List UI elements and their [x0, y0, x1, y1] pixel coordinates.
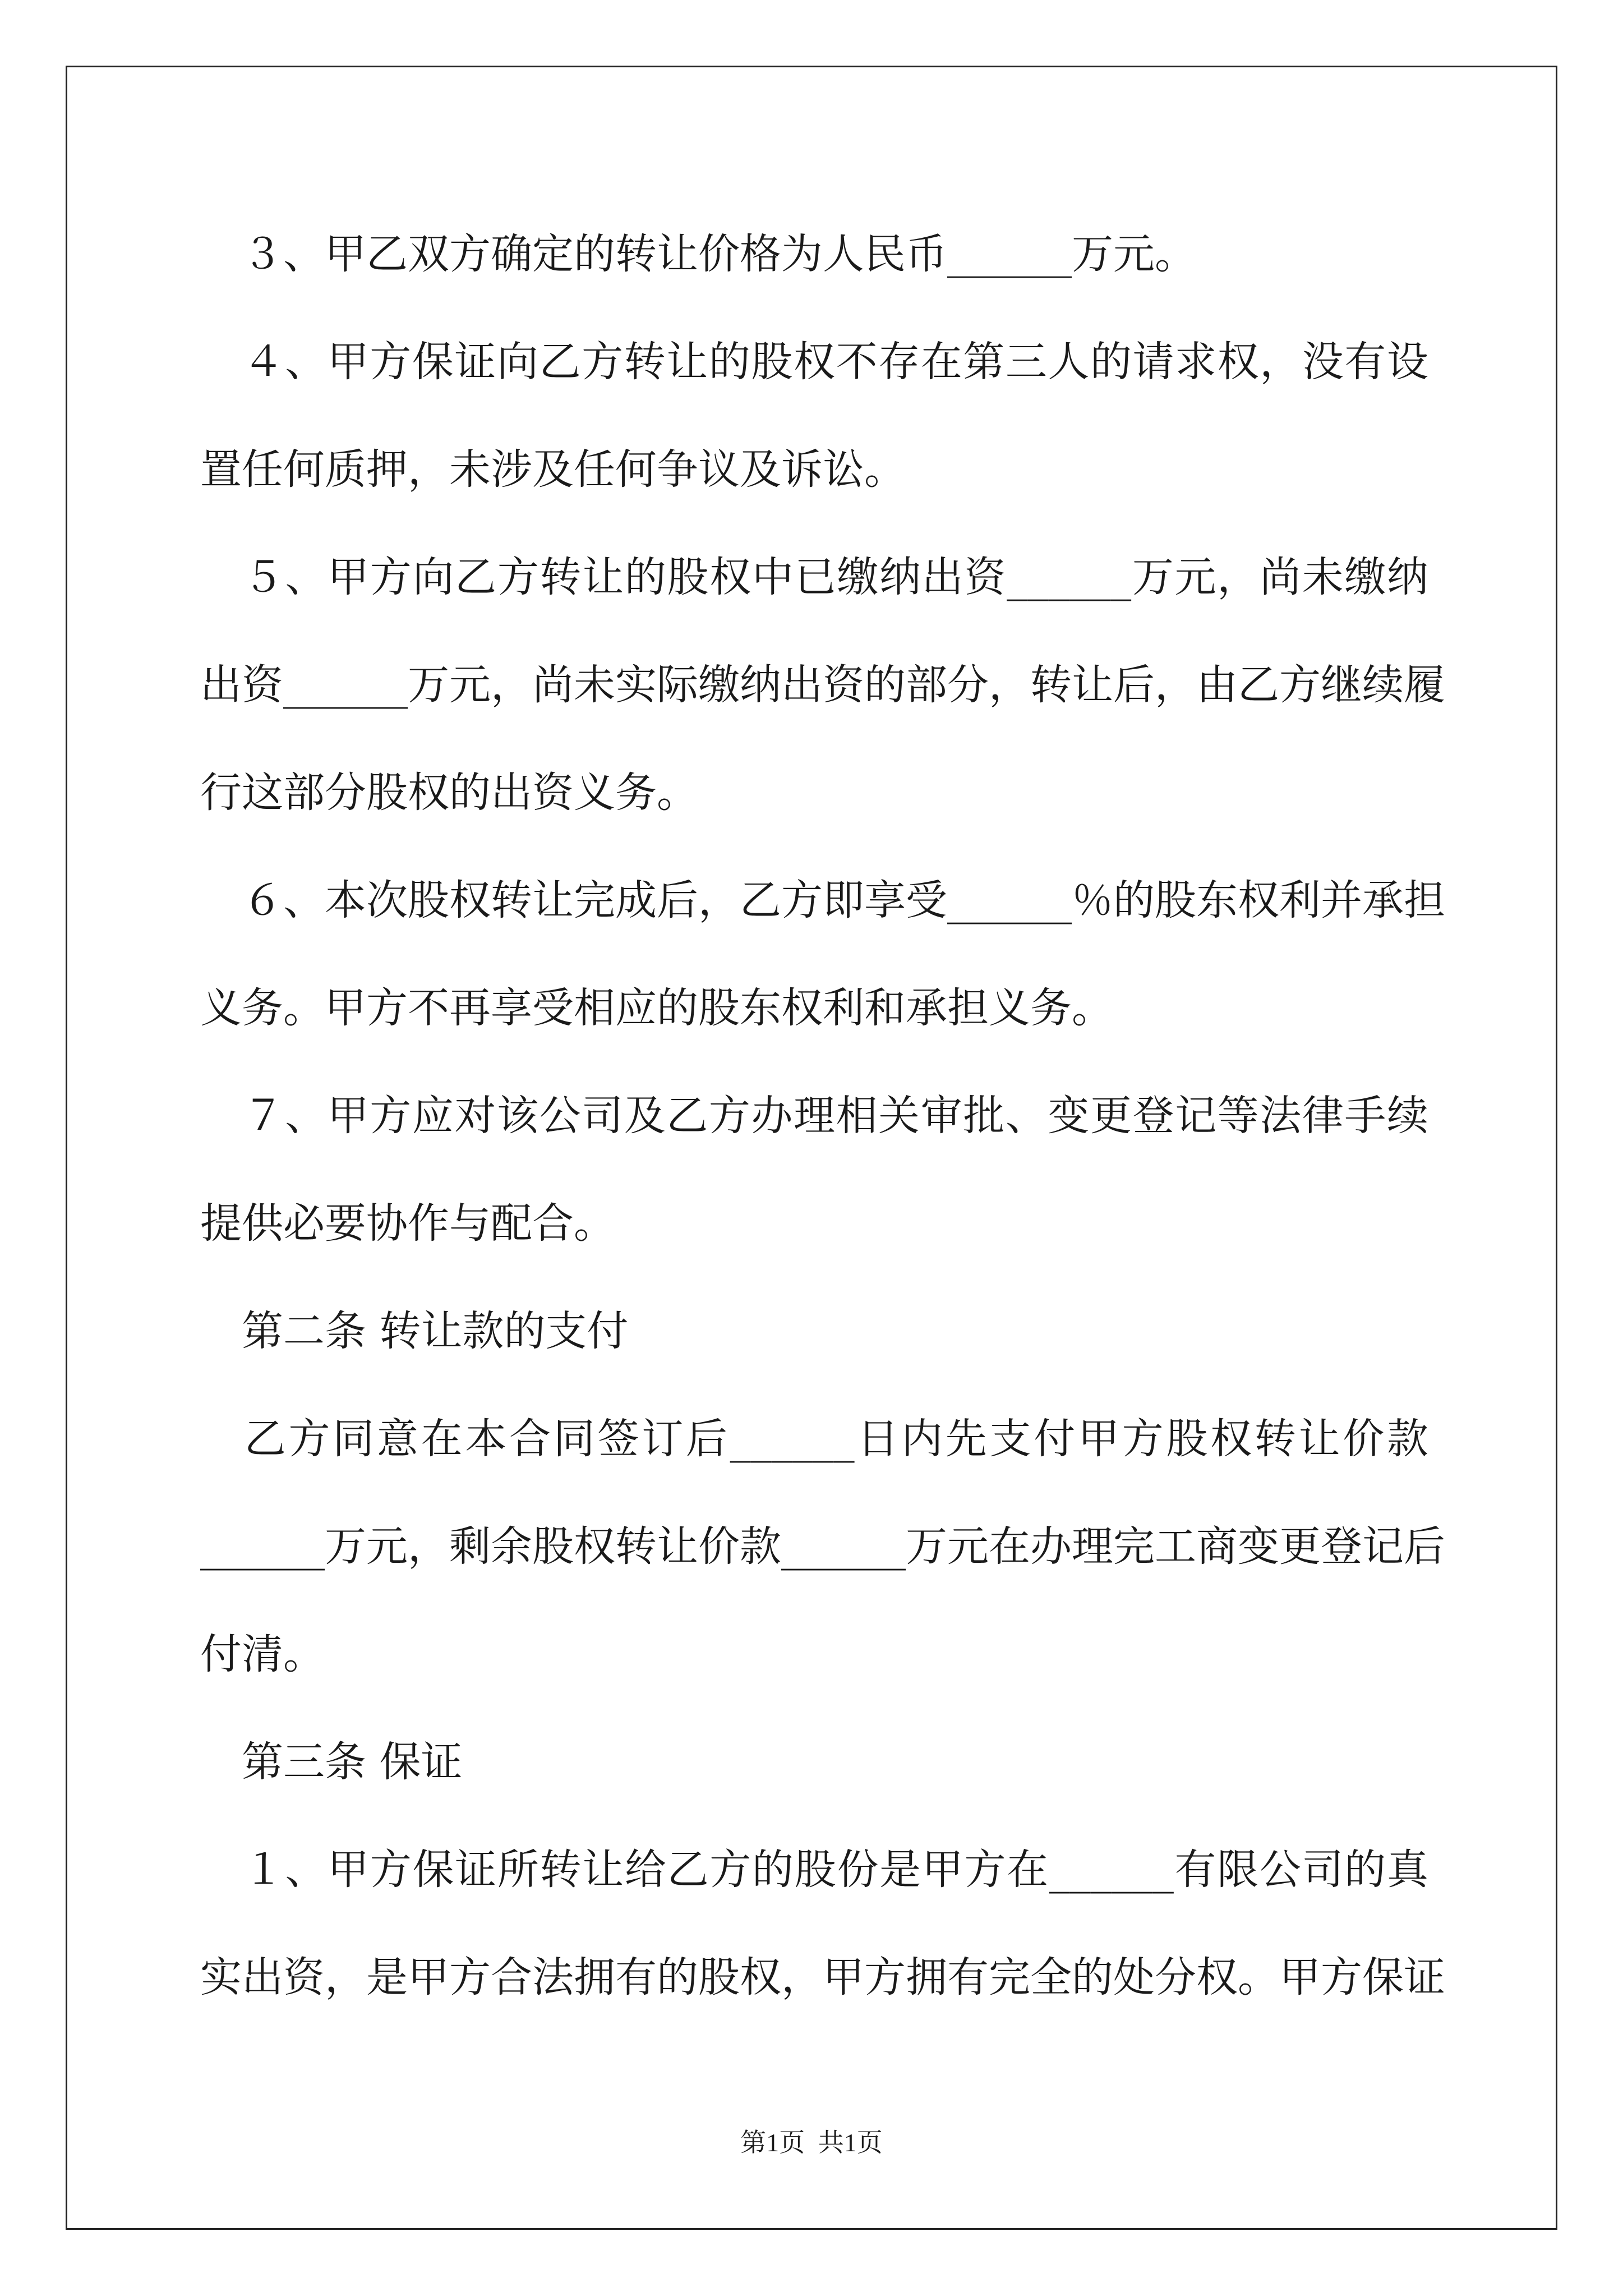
page-footer	[0, 2126, 1623, 2160]
section-heading: 第三条 保证	[200, 1738, 463, 1786]
paragraph-line: 置任何质押，未涉及任何争议及诉讼。	[200, 445, 906, 494]
paragraph-line: 义务。甲方不再享受相应的股东权利和承担义务。	[200, 984, 1113, 1032]
page-number: 第1页	[740, 2128, 805, 2157]
paragraph-line: 提供必要协作与配合。	[200, 1199, 615, 1248]
paragraph-line: 实出资，是甲方合法拥有的股权，甲方拥有完全的处分权。甲方保证	[200, 1953, 1445, 2001]
paragraph-line: ７、甲方应对该公司及乙方办理相关审批、变更登记等法律手续	[200, 1092, 1428, 1140]
paragraph-line: ３、甲乙双方确定的转让价格为人民币______万元。	[200, 230, 1196, 278]
paragraph-line: 行这部分股权的出资义务。	[200, 769, 698, 817]
paragraph-line: １、甲方保证所转让给乙方的股份是甲方在______有限公司的真	[200, 1846, 1428, 1894]
paragraph-line: ４、甲方保证向乙方转让的股权不存在第三人的请求权，没有设	[200, 338, 1428, 386]
paragraph-line: 乙方同意在本合同签订后______日内先支付甲方股权转让价款	[200, 1415, 1428, 1463]
paragraph-line: ６、本次股权转让完成后，乙方即享受______％的股东权利并承担	[200, 876, 1445, 924]
paragraph-line: 出资______万元，尚未实际缴纳出资的部分，转让后，由乙方继续履	[200, 661, 1445, 709]
section-heading: 第二条 转让款的支付	[200, 1307, 629, 1355]
paragraph-line: 付清。	[200, 1630, 325, 1678]
paragraph-line: ５、甲方向乙方转让的股权中已缴纳出资______万元，尚未缴纳	[200, 553, 1428, 601]
paragraph-line: ______万元，剩余股权转让价款______万元在办理完工商变更登记后	[200, 1522, 1445, 1571]
page-total: 共1页	[818, 2128, 883, 2157]
